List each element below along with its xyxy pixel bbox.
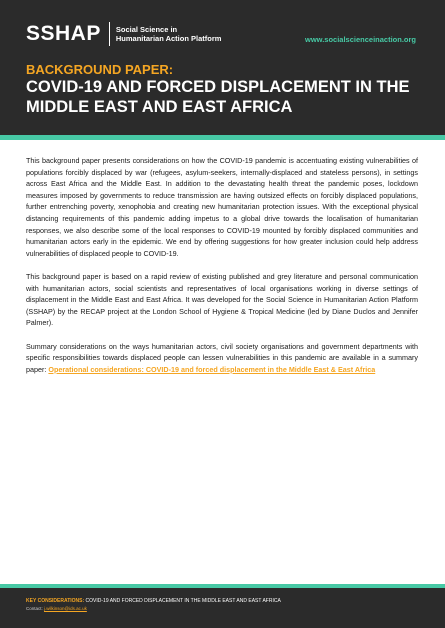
logo-subtitle-line2: Humanitarian Action Platform [115, 34, 222, 43]
footer-contact [26, 606, 87, 611]
footer-key-considerations [26, 598, 281, 604]
contact-email-link[interactable]: j.wilkinson@ids.ac.uk [44, 606, 87, 611]
paragraph-summary [26, 341, 418, 376]
footer-key-label: KEY CONSIDERATIONS: [26, 598, 85, 604]
footer-key-text: COVID-19 AND FORCED DISPLACEMENT IN THE MIDDLE EAST AND EAST AFRICA [84, 598, 281, 604]
sshap-logo[interactable] [26, 22, 221, 46]
header-accent-bar [0, 135, 445, 140]
logo-divider [109, 22, 110, 46]
header-banner [0, 0, 445, 135]
document-body [26, 155, 418, 387]
paragraph-method: This background paper is based on a rapid review of existing published and grey literature and personal communication with humanitarian actors, social scientists and representatives of local organisations working in diverse settings of displacement in the Middle East and East Africa. It was developed for the Social Science in Humanitarian Action Platform (SSHAP) by the RECAP project at the London School of Hygiene & Tropical Medicine (led by Diane Duclos and Jennifer Palmer). [26, 271, 418, 328]
logo-subtitle-line1: Social Science in [115, 25, 178, 34]
footer-contact-label: Contact: [26, 606, 45, 611]
page-title: COVID-19 AND FORCED DISPLACEMENT IN THE MIDDLE EAST AND EAST AFRICA [26, 78, 410, 116]
footer-accent-bar [0, 584, 445, 588]
document-type-label: BACKGROUND PAPER: [26, 62, 174, 77]
logo-text: SSHAP [26, 22, 101, 45]
site-url-link[interactable]: www.socialscienceinaction.org [304, 35, 416, 44]
paragraph-summary-text: Summary considerations on the ways humanitarian actors, civil society organisations and government departments with specific responsibilities towards displaced people can lessen vulnerabilities in this pandemic are available in a summary paper: [26, 341, 418, 374]
logo-subtitle [116, 25, 222, 43]
paragraph-intro: This background paper presents considerations on how the COVID-19 pandemic is accentuating existing vulnerabilities of populations forcibly displaced by war (refugees, asylum-seekers, internally-displaced and stateless persons), in settings across East Africa and the Middle East. In addition to the devastating health threat the pandemic poses, lockdown measures imposed by governments to reduce transmission are having outsized effects on forcibly displaced populations, further entrenching poverty, xenophobia and creating new humanitarian protection issues. With the exceptional physical distancing requirements of this pandemic adding impetus to a global drive towards the localisation of humanitarian responses, we also describe some of the local responses to COVID-19 mounted by forcibly displaced communities and humanitarian actors early in the epidemic. We end by offering suggestions for how greater inclusion could help address vulnerabilities of displaced people to COVID-19. [26, 156, 418, 258]
summary-paper-link[interactable]: Operational considerations: COVID-19 and forced displacement in the Middle East & East Africa [48, 364, 376, 374]
